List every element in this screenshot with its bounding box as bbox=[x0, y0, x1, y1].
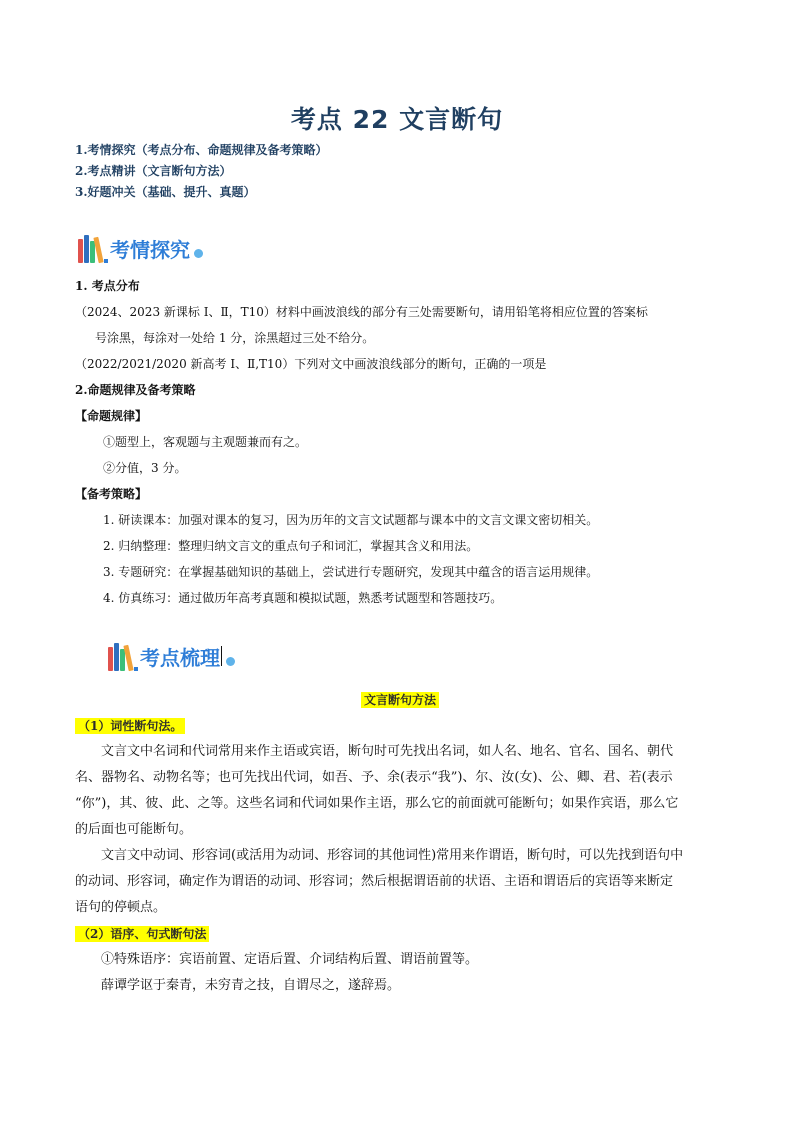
banner-title: 考情探究 bbox=[110, 237, 190, 262]
section-distribution bbox=[75, 273, 725, 611]
table-of-contents bbox=[75, 140, 328, 203]
paragraph-line: 号涂黑，每涂对一处给 1 分，涂黑超过三处不给分。 bbox=[95, 331, 375, 345]
text-cursor bbox=[221, 646, 222, 666]
paragraph-line: ①特殊语序：宾语前置、定语后置、介词结构后置、谓语前置等。 bbox=[101, 952, 479, 967]
circle-icon bbox=[194, 249, 203, 258]
paragraph-line: （2024、2023 新课标 I、Ⅱ，T10）材料中画波浪线的部分有三处需要断句，请用铅笔将相应位置的答案标 bbox=[75, 305, 648, 319]
section-banner-review bbox=[108, 638, 235, 674]
banner-title: 考点梳理 bbox=[140, 645, 220, 670]
paragraph-line: 薛谭学讴于秦青，未穷青之技，自谓尽之，遂辞焉。 bbox=[101, 978, 401, 993]
section-banner-exam bbox=[78, 230, 203, 266]
section-heading: 1. 考点分布 bbox=[75, 279, 140, 293]
rule-title: 【命题规律】 bbox=[75, 409, 148, 423]
toc-item: 1.考情探究（考点分布、命题规律及备考策略） bbox=[75, 143, 328, 157]
method-1-title: （1）词性断句法。 bbox=[75, 718, 185, 734]
books-icon bbox=[78, 233, 102, 263]
circle-icon bbox=[226, 657, 235, 666]
strategy-item: 1. 研读课本：加强对课本的复习，因为历年的文言文试题都与课本中的文言文课文密切相关。 bbox=[103, 513, 599, 527]
paragraph-line: （2022/2021/2020 新高考 I、Ⅱ,T10）下列对文中画波浪线部分的断句，正确的一项是 bbox=[75, 357, 547, 371]
rule-item: ②分值，3 分。 bbox=[103, 461, 187, 475]
paragraph-line: “你”)，其、彼、此、之等。这些名词和代词如果作主语，那么它的前面就可能断句；如果作宾语，那么它 bbox=[75, 796, 679, 811]
paragraph-line: 文言文中名词和代词常用来作主语或宾语，断句时可先找出名词，如人名、地名、官名、国名、朝代 bbox=[101, 744, 674, 759]
paragraph-line: 文言文中动词、形容词(或活用为动词、形容词的其他词性)常用来作谓语，断句时，可以先找到语句中 bbox=[101, 848, 684, 863]
dot-icon bbox=[104, 259, 108, 263]
strategy-title: 【备考策略】 bbox=[75, 487, 148, 501]
method-subtitle-row bbox=[75, 687, 725, 713]
page-title: 考点 22 文言断句 bbox=[290, 105, 504, 134]
strategy-item: 3. 专题研究：在掌握基础知识的基础上，尝试进行专题研究，发现其中蕴含的语言运用规律。 bbox=[103, 565, 599, 579]
rule-item: ①题型上，客观题与主观题兼而有之。 bbox=[103, 435, 308, 449]
paragraph-line: 名、器物名、动物名等；也可先找出代词，如吾、予、余(表示“我”)、尔、汝(女)、公、卿、君、若(表示 bbox=[75, 770, 673, 785]
method-subtitle: 文言断句方法 bbox=[361, 692, 439, 708]
paragraph-line: 语句的停顿点。 bbox=[75, 900, 167, 915]
method-section bbox=[75, 687, 725, 999]
books-icon bbox=[108, 641, 132, 671]
toc-item: 2.考点精讲（文言断句方法） bbox=[75, 164, 232, 178]
dot-icon bbox=[134, 667, 138, 671]
section-heading: 2.命题规律及备考策略 bbox=[75, 383, 196, 397]
method-2-title: （2）语序、句式断句法 bbox=[75, 926, 209, 942]
method-2-row bbox=[75, 921, 725, 947]
method-1-row bbox=[75, 713, 725, 739]
strategy-item: 2. 归纳整理：整理归纳文言文的重点句子和词汇，掌握其含义和用法。 bbox=[103, 539, 479, 553]
paragraph-line: 的动词、形容词，确定作为谓语的动词、形容词；然后根据谓语前的状语、主语和谓语后的宾语等来断定 bbox=[75, 874, 674, 889]
strategy-item: 4. 仿真练习：通过做历年高考真题和模拟试题，熟悉考试题型和答题技巧。 bbox=[103, 591, 503, 605]
paragraph-line: 的后面也可能断句。 bbox=[75, 822, 193, 837]
toc-item: 3.好题冲关（基础、提升、真题） bbox=[75, 185, 256, 199]
